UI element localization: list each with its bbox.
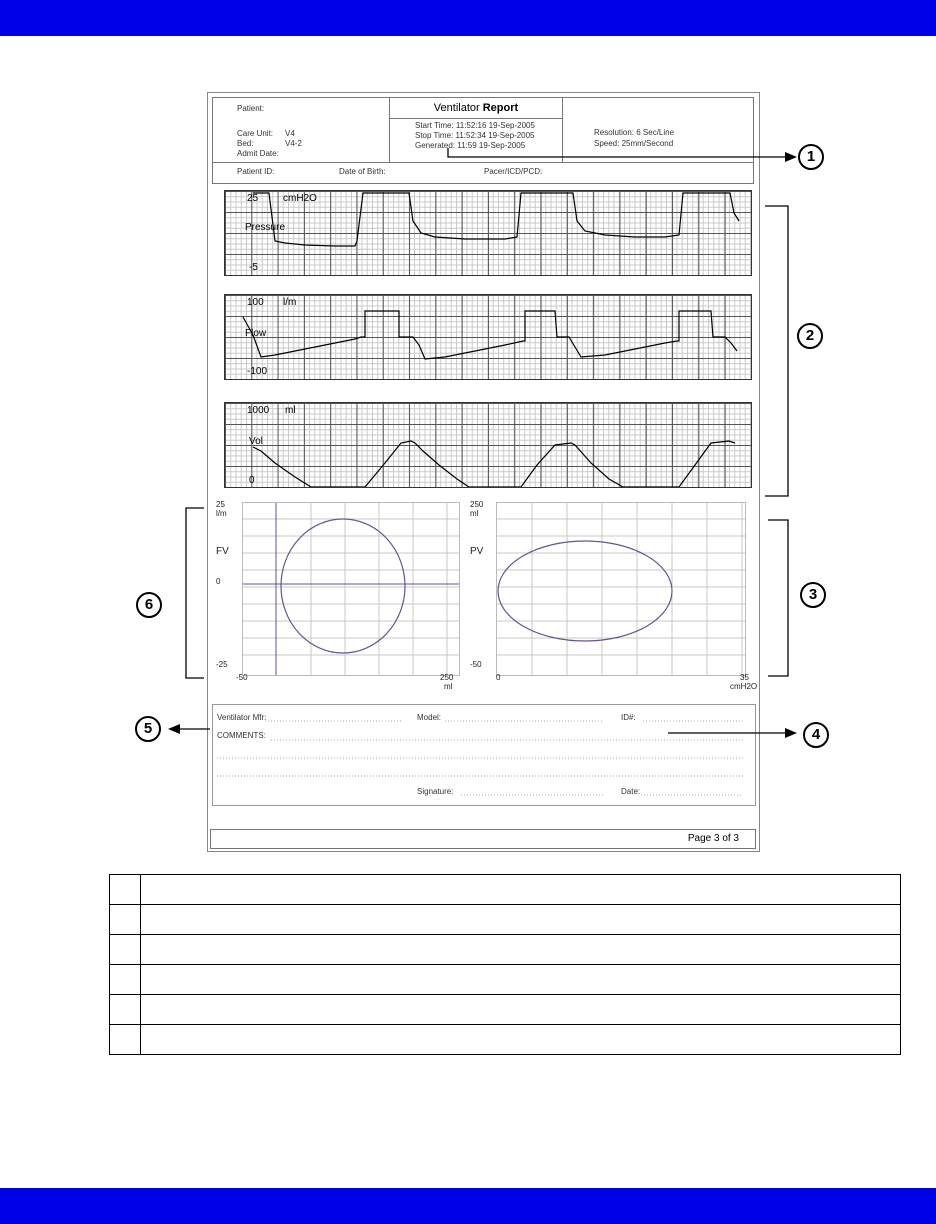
legend-key-cell bbox=[110, 935, 141, 965]
legend-key-cell bbox=[110, 875, 141, 905]
report-header bbox=[212, 97, 754, 163]
legend-key-cell bbox=[110, 1025, 141, 1055]
fv-label: FV bbox=[216, 546, 229, 557]
fv-x-right: 250 bbox=[440, 673, 454, 682]
fv-x-unit: ml bbox=[444, 682, 453, 691]
stop-time: Stop Time: 11:52:34 19-Sep-2005 bbox=[415, 131, 535, 140]
bottom-banner bbox=[0, 1188, 936, 1224]
volume-waveform bbox=[224, 402, 752, 488]
volume-unit: ml bbox=[285, 405, 296, 416]
legend-row bbox=[110, 965, 901, 995]
volume-trace bbox=[225, 403, 751, 487]
callout-4: 4 bbox=[803, 722, 829, 748]
pressure-bottom: -5 bbox=[249, 262, 258, 273]
flow-top: 100 bbox=[247, 297, 264, 308]
speed: Speed: 25mm/Second bbox=[594, 139, 674, 148]
pressure-top: 25 bbox=[247, 193, 259, 204]
signature-label: Signature: bbox=[417, 787, 454, 796]
care-unit-value: V4 bbox=[285, 129, 295, 138]
patient-id-label: Patient ID: bbox=[237, 167, 275, 176]
date-label: Date: bbox=[621, 787, 641, 796]
pv-label: PV bbox=[470, 546, 484, 557]
bed-label: Bed: bbox=[237, 139, 254, 148]
pv-x-left: 0 bbox=[496, 673, 501, 682]
callout-3: 3 bbox=[800, 582, 826, 608]
legend-key-cell bbox=[110, 995, 141, 1025]
legend-desc-cell bbox=[141, 935, 901, 965]
ventilator-report-page bbox=[207, 92, 760, 852]
page-number: Page 3 of 3 bbox=[687, 833, 739, 844]
top-banner bbox=[0, 0, 936, 36]
pv-loop-plot bbox=[497, 503, 745, 675]
callout-2: 2 bbox=[797, 323, 823, 349]
pv-y-bottom: -50 bbox=[470, 660, 482, 669]
model-label: Model: bbox=[417, 713, 442, 722]
legend-row bbox=[110, 935, 901, 965]
pv-x-unit: cmH2O bbox=[730, 682, 758, 691]
legend-row bbox=[110, 905, 901, 935]
volume-bottom: 0 bbox=[249, 475, 255, 486]
legend-desc-cell bbox=[141, 965, 901, 995]
pressure-waveform bbox=[224, 190, 752, 276]
comments-label: COMMENTS: bbox=[217, 731, 266, 740]
arrow-1-icon bbox=[785, 152, 797, 162]
callout-6: 6 bbox=[136, 592, 162, 618]
legend-desc-cell bbox=[141, 905, 901, 935]
legend-row bbox=[110, 995, 901, 1025]
volume-top: 1000 bbox=[247, 405, 270, 416]
ventilator-mfr-label: Ventilator Mfr: bbox=[217, 713, 267, 722]
dob-label: Date of Birth: bbox=[339, 167, 386, 176]
callout-legend-table bbox=[109, 874, 901, 1055]
flow-bottom: -100 bbox=[247, 366, 268, 377]
resolution: Resolution: 6 Sec/Line bbox=[594, 128, 675, 137]
legend-desc-cell bbox=[141, 1025, 901, 1055]
legend-key-cell bbox=[110, 965, 141, 995]
pv-x-right: 35 bbox=[740, 673, 749, 682]
care-unit-label: Care Unit: bbox=[237, 129, 274, 138]
legend-key-cell bbox=[110, 905, 141, 935]
bed-value: V4-2 bbox=[285, 139, 302, 148]
pv-loop bbox=[496, 502, 746, 676]
patient-label: Patient: bbox=[237, 104, 265, 113]
admit-date-label: Admit Date: bbox=[237, 149, 279, 158]
flow-label: Flow bbox=[245, 328, 267, 339]
legend-desc-cell bbox=[141, 995, 901, 1025]
pv-y-top: 250 bbox=[470, 500, 484, 509]
legend-row bbox=[110, 875, 901, 905]
comments-form bbox=[212, 704, 756, 806]
fv-y-zero: 0 bbox=[216, 577, 221, 586]
generated-time: Generated: 11:59 19-Sep-2005 bbox=[415, 141, 526, 150]
start-time: Start Time: 11:52:16 19-Sep-2005 bbox=[415, 121, 535, 130]
pacer-label: Pacer/ICD/PCD: bbox=[484, 167, 543, 176]
pv-y-unit: ml bbox=[470, 509, 479, 518]
page-footer bbox=[210, 829, 756, 849]
report-title bbox=[390, 98, 562, 119]
legend-row bbox=[110, 1025, 901, 1055]
form-rules bbox=[213, 705, 755, 805]
flow-unit: l/m bbox=[283, 297, 297, 308]
title-regular: Ventilator bbox=[433, 102, 480, 114]
callout-1: 1 bbox=[798, 144, 824, 170]
pressure-label: Pressure bbox=[245, 222, 286, 233]
title-bold: Report bbox=[482, 102, 519, 114]
fv-loop bbox=[242, 502, 460, 676]
patient-id-row bbox=[212, 161, 754, 184]
volume-label: Vol bbox=[249, 436, 263, 447]
flow-trace bbox=[225, 295, 751, 379]
report-title-cell bbox=[389, 98, 563, 162]
fv-y-unit: l/m bbox=[216, 509, 227, 518]
arrow-5-icon bbox=[168, 724, 180, 734]
fv-y-top: 25 bbox=[216, 500, 225, 509]
fv-x-left: -50 bbox=[236, 673, 248, 682]
fv-loop-plot bbox=[243, 503, 459, 675]
id-label: ID#: bbox=[621, 713, 636, 722]
flow-waveform bbox=[224, 294, 752, 380]
fv-y-bottom: -25 bbox=[216, 660, 228, 669]
legend-desc-cell bbox=[141, 875, 901, 905]
arrow-4-icon bbox=[785, 728, 797, 738]
pressure-unit: cmH2O bbox=[283, 193, 317, 204]
callout-5: 5 bbox=[135, 716, 161, 742]
